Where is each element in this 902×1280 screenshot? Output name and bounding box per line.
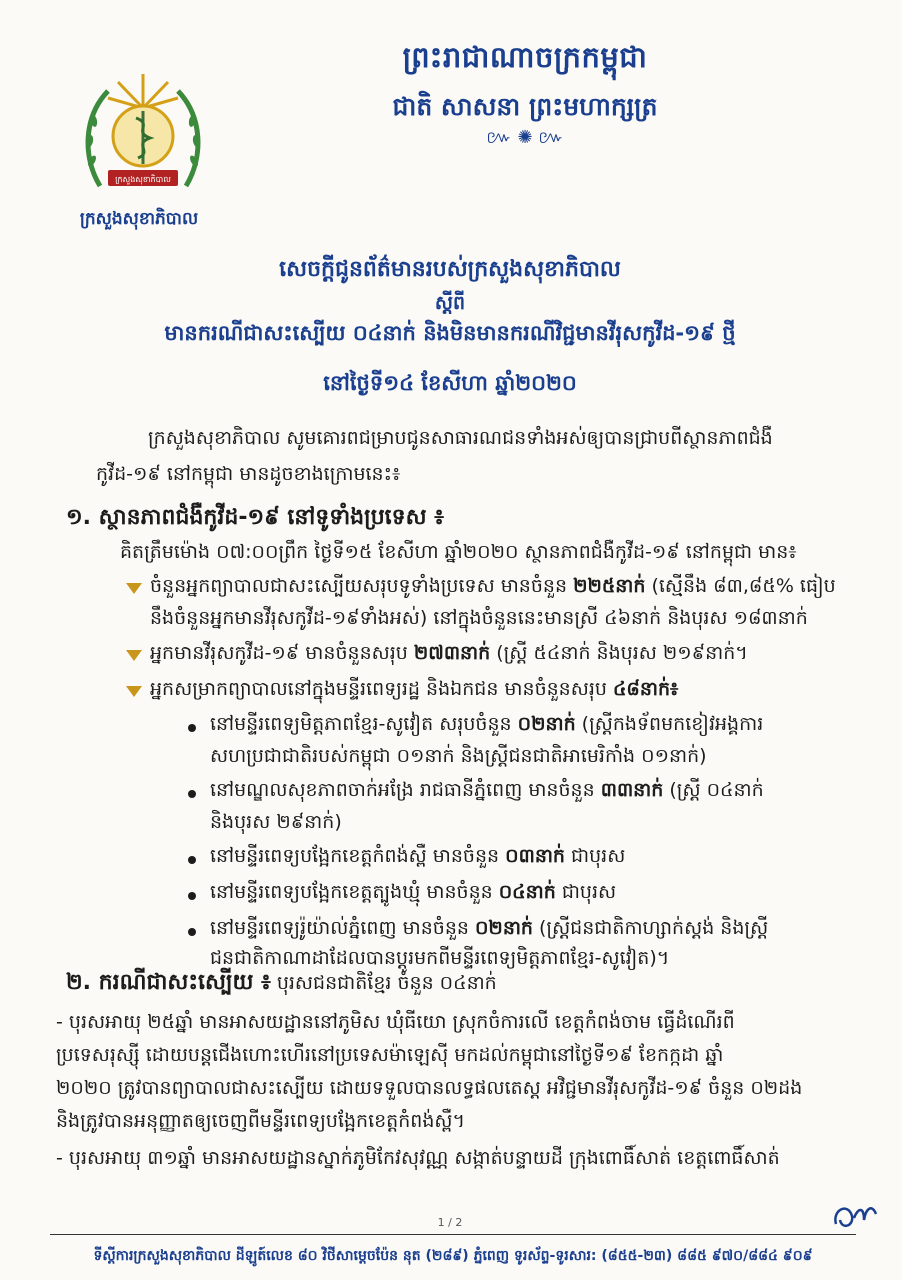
dot-bullet-icon [188,790,196,798]
sub-bullet-royal-phnom-penh [210,912,870,944]
kingdom-heading: ព្រះរាជាណាចក្រកម្ពុជា [402,40,648,74]
document-date: នៅថ្ងៃទី១៤ ខែសីហា ឆ្នាំ២០២០ [323,371,577,395]
bullet-recovered-cont: នឹងចំនួនអ្នកមានវីរុសកូវីដ-១៩ទាំងអស់) នៅក្នុងចំនួននេះមានស្រី ៤៦នាក់ និងបុរស ១៨៣នាក់ [150,607,808,629]
page-number: 1 / 2 [437,1216,463,1229]
section-2-heading [66,968,497,1000]
case-1-line-2: ប្រទេសរុស្ស៊ី ដោយបន្តជើងហោះហើរនៅប្រទេសម៉ាឡេស៊ី មកដល់កម្ពុជានៅថ្ងៃទី១៩ ខែកក្កដា ឆ្នាំ [56,1044,724,1066]
case-1-line-4: និងត្រូវបានអនុញ្ញាតឲ្យចេញពីមន្ទីរពេទ្យបង្អែកខេត្តកំពង់ស្ពឺ។ [56,1110,466,1132]
bullet-hospitalized [150,673,870,705]
dot-bullet-icon [188,856,196,864]
national-motto: ជាតិ សាសនា ព្រះមហាក្សត្រ [392,92,658,121]
footer-address: ទីស្តីការក្រសួងសុខាភិបាល ដីឡូត៍លេខ ៨០ វិថីសាម្តេចប៉ែន នុត (២៨៩) ភ្នំពេញ ទូរស័ព្ទ-ទូរសារ: (៨៥៥-២៣) ៨៨៥ ៩៧០/៨៨៤ ៩០៩ [93,1248,813,1264]
sub-bullet-tboung-khmum [210,876,870,908]
section-2-title: ២. ករណីជាសះស្បើយ ៖ [66,970,271,995]
bullet-text: នៅមន្ទីរពេទ្យបង្អែកខេត្តកំពង់ស្ពឺ មានចំនួន [210,845,506,867]
bullet-value: ២៧៣នាក់ [413,642,491,664]
bullet-text: នៅមន្ទីរពេទ្យមិត្តភាពខ្មែរ-សូវៀត សរុបចំនួន [210,713,518,735]
signature-mark [830,1196,882,1236]
sub-bullet-chak-angre [210,774,870,806]
bullet-text: (ស្ត្រី ៥៤នាក់ និងបុរស ២១៩នាក់។ [490,642,748,664]
bullet-text: ជាបុរស [555,881,617,903]
section-1-asof: គិតត្រឹមម៉ោង ០៧:០០ព្រឹក ថ្ងៃទី១៥ ខែសីហា ឆ្នាំ២០២០ ស្ថានភាពជំងឺកូវីដ-១៩ នៅកម្ពុជា មាន៖ [120,541,797,563]
bullet-value: ៣៣នាក់ [600,779,664,801]
bullet-value: ០២នាក់ [517,713,576,735]
ornament-divider: ៚ ✺ ៚ [486,127,564,148]
bullet-value: ២២៥នាក់ [573,575,646,597]
bullet-text: (ស្មើនឹង ៨៣,៨៥% ធៀប [645,575,836,597]
bullet-value: ០៤នាក់ [498,881,556,903]
dot-bullet-icon [188,928,196,936]
arrow-bullet-icon [126,686,142,697]
sub-bullet-chak-angre-cont: និងបុរស ២៩នាក់) [210,811,342,833]
intro-line-2: កូវីដ-១៩ នៅកម្ពុជា មានដូចខាងក្រោមនេះ៖ [96,463,401,485]
dot-bullet-icon [188,892,196,900]
arrow-bullet-icon [126,650,142,661]
intro-line-1: ក្រសួងសុខាភិបាល សូមគោរពជម្រាបជូនសាធារណជនទាំងអស់ឲ្យបានជ្រាបពីស្ថានភាពជំងឺ [148,427,773,449]
bullet-recovered [150,570,870,602]
sub-bullet-khmer-soviet-cont: សហប្រជាជាតិរបស់កម្ពុជា ០១នាក់ និងស្ត្រីជនជាតិអាមេរិកាំង ០១នាក់) [210,745,707,767]
bullet-text: អ្នកមានវីរុសកូវីដ-១៩ មានចំនួនសរុប [150,642,414,664]
bullet-value: ០៣នាក់ [505,845,565,867]
title-subject-label: ស្តីពី [434,292,466,314]
ministry-logo [78,66,208,208]
bullet-text: (ស្ត្រីកងទ័ពមកខៀវអង្គការ [575,713,764,735]
title-subject: មានករណីជាសះស្បើយ ០៤នាក់ និងមិនមានករណីវិជ្ជមានវីរុសកូវីដ-១៩ ថ្មី [164,321,736,345]
bullet-value: ៤៨នាក់៖ [612,678,679,700]
bullet-text: នៅមណ្ឌលសុខភាពចាក់អង្រែ រាជធានីភ្នំពេញ មានចំនួន [210,779,601,801]
dot-bullet-icon [188,724,196,732]
section-2-summary: បុរសជនជាតិខ្មែរ ចំនួន ០៤នាក់ [270,972,497,994]
bullet-text: ចំនួនអ្នកព្យាបាលជាសះស្បើយសរុបទូទាំងប្រទេស មានចំនួន [150,575,574,597]
document-title: សេចក្តីជូនព័ត៌មានរបស់ក្រសួងសុខាភិបាល [279,257,621,282]
case-1-line-3: ២០២០ ត្រូវបានព្យាបាលជាសះស្បើយ ដោយទទួលបានលទ្ធផលតេស្ត អវិជ្ជមានវីរុសកូវីដ-១៩ ចំនួន ០២ដង [56,1077,803,1099]
ministry-label: ក្រសួងសុខាភិបាល [79,209,199,229]
logo-ribbon-text: ក្រសួងសុខាភិបាល [115,175,171,184]
bullet-text: អ្នកសម្រាកព្យាបាលនៅក្នុងមន្ទីរពេទ្យរដ្ឋ និងឯកជន មានចំនួនសរុប [150,678,613,700]
arrow-bullet-icon [126,583,142,594]
footer-divider [50,1234,856,1235]
sub-bullet-royal-phnom-penh-cont: ជនជាតិកាណាដាដែលបានប្តូរមកពីមន្ទីរពេទ្យមិត្តភាពខ្មែរ-សូវៀត)។ [210,947,670,969]
bullet-total-cases [150,637,870,669]
bullet-text: ជាបុរស [564,845,626,867]
case-1-line-1: - បុរសអាយុ ២៥ឆ្នាំ មានអាសយដ្ឋាននៅភូមិស ឃុំធីយោ ស្រុកចំការលើ ខេត្តកំពង់ចាម ធ្វើដំណើរពី [56,1011,735,1033]
bullet-text: នៅមន្ទីរពេទ្យរ៉ូយ៉ាល់ភ្នំពេញ មានចំនួន [210,917,475,939]
bullet-text: នៅមន្ទីរពេទ្យបង្អែកខេត្តត្បូងឃ្មុំ មានចំនួន [210,881,499,903]
bullet-text: (ស្ត្រីជនជាតិកាហ្សាក់ស្តង់ និងស្ត្រី [532,917,769,939]
section-1-heading: ១. ស្ថានភាពជំងឺកូវីដ-១៩ នៅទូទាំងប្រទេស ៖ [66,505,444,530]
case-2-line-1: - បុរសអាយុ ៣១ឆ្នាំ មានអាសយដ្ឋានស្នាក់ភូមិកែវសុវណ្ណ សង្កាត់បន្ទាយដី ក្រុងពោធិ៍សាត់ ខេត្តពោធិ៍សាត់ [56,1147,780,1169]
bullet-text: (ស្ត្រី ០៤នាក់ [663,779,764,801]
bullet-value: ០២នាក់ [474,917,533,939]
sub-bullet-kampong-speu [210,840,870,872]
sub-bullet-khmer-soviet [210,708,870,740]
